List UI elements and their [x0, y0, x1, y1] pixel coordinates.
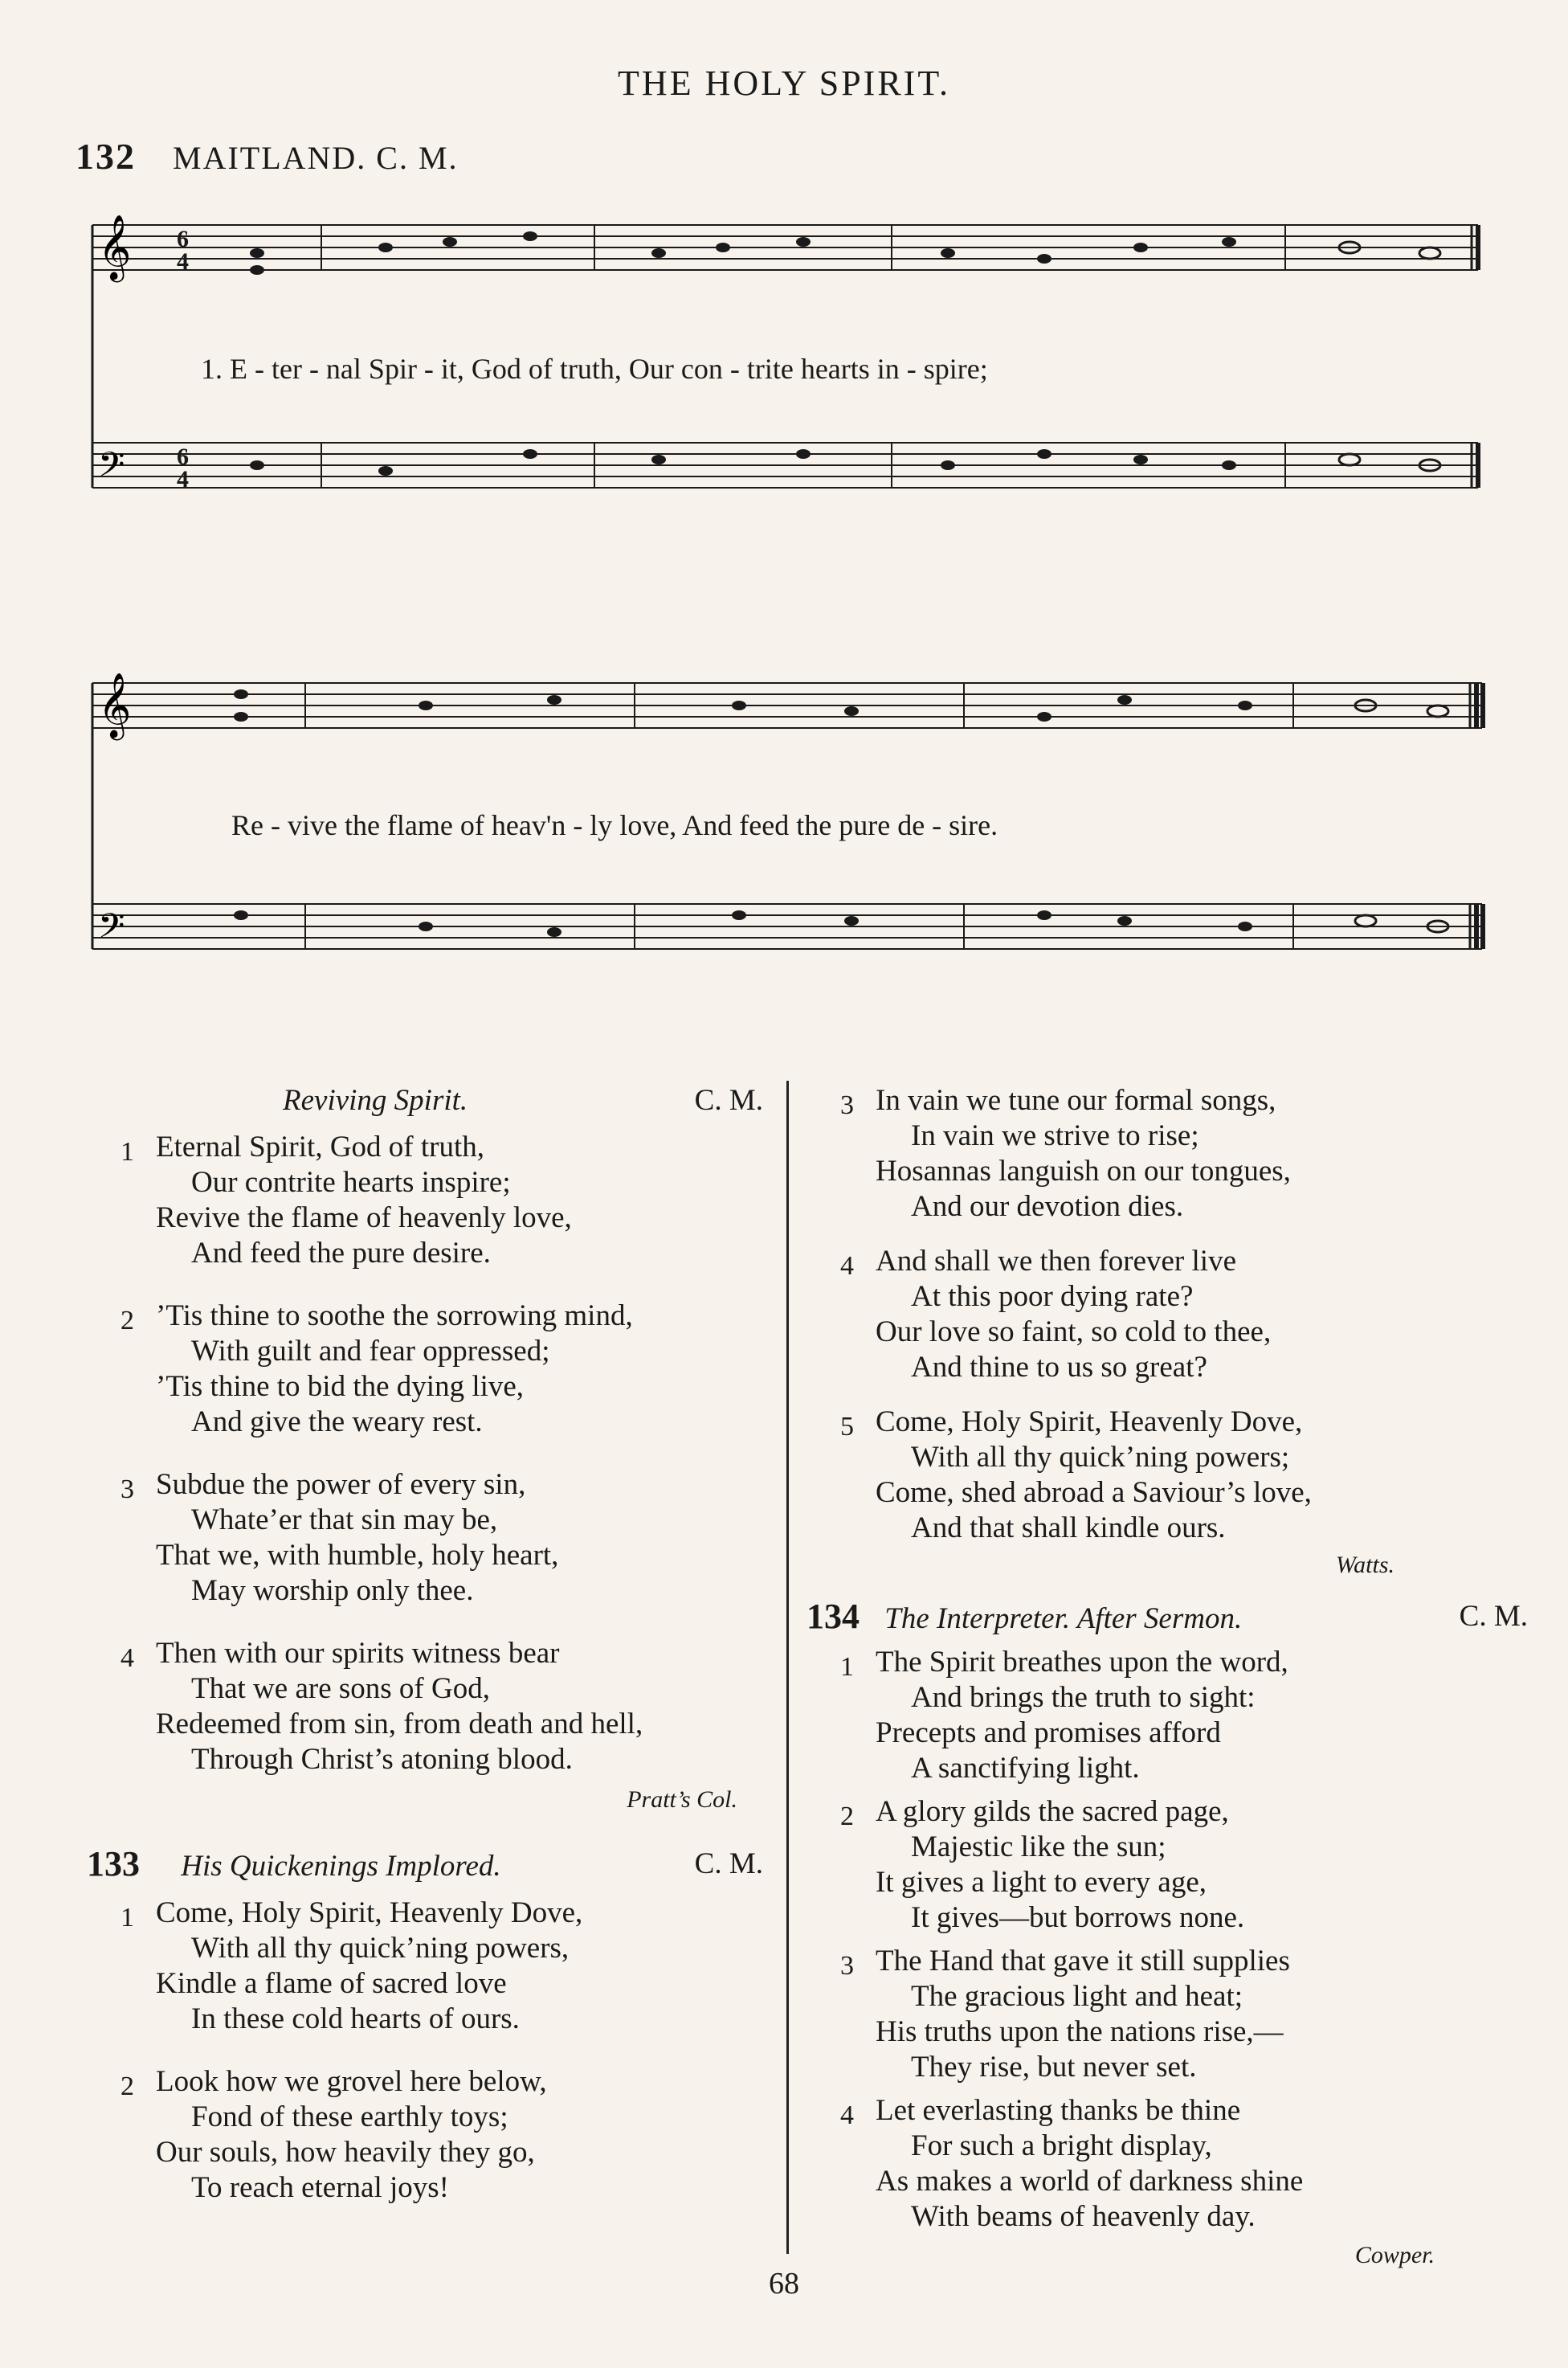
hymn-134-header [806, 1597, 1528, 1637]
verse-line: Our love so faint, so cold to thee, [876, 1315, 1272, 1348]
stanza [840, 1083, 1507, 1225]
verse-line: Let everlasting thanks be thine [876, 2094, 1241, 2127]
verse-line: Our contrite hearts inspire; [191, 1166, 511, 1199]
verse-line: A sanctifying light. [911, 1752, 1140, 1785]
verse-line: With guilt and fear oppressed; [191, 1335, 550, 1368]
hymn-title: The Interpreter. After Sermon. [884, 1602, 1243, 1635]
stanza-number: 1 [120, 1137, 134, 1167]
verse-line: As makes a world of darkness shine [876, 2165, 1304, 2198]
verse-line: And brings the truth to sight: [911, 1681, 1256, 1714]
verse-line: At this poor dying rate? [911, 1280, 1194, 1313]
svg-text:𝄢: 𝄢 [98, 906, 125, 955]
verse-line: The Hand that gave it still supplies [876, 1945, 1290, 1977]
verse-line: And give the weary rest. [191, 1405, 483, 1438]
verse-line: Revive the flame of heavenly love, [156, 1201, 572, 1234]
stanza-number: 4 [120, 1643, 134, 1673]
verse-line: Through Christ’s atoning blood. [191, 1743, 573, 1776]
verse-line: Look how we grovel here below, [156, 2065, 547, 2098]
hymn-number: 134 [806, 1597, 860, 1636]
verse-line: With beams of heavenly day. [911, 2200, 1256, 2233]
verse-line: Whate’er that sin may be, [191, 1503, 498, 1536]
verse-line: That we are sons of God, [191, 1672, 490, 1705]
stanza [840, 1944, 1507, 2085]
stanza-number: 2 [120, 1306, 134, 1335]
hymn-title: Reviving Spirit. [283, 1084, 468, 1117]
verse-line: Subdue the power of every sin, [156, 1468, 526, 1501]
verse-line: It gives a light to every age, [876, 1866, 1207, 1899]
tune-number: 132 [76, 136, 136, 177]
verse-line: To reach eternal joys! [191, 2171, 450, 2204]
verse-line: And feed the pure desire. [191, 1237, 491, 1270]
verse-line: The gracious light and heat; [911, 1980, 1243, 2013]
verse-line: In vain we strive to rise; [911, 1119, 1199, 1152]
verse-line: ’Tis thine to bid the dying live, [156, 1370, 525, 1403]
lyric-line-1: 1. E - ter - nal Spir - it, God of truth, Our con - trite hearts in - spire; [201, 353, 988, 385]
page-number: 68 [769, 2267, 799, 2301]
verse-line: For such a bright display, [911, 2129, 1212, 2162]
verse-line: In these cold hearts of ours. [191, 2002, 520, 2035]
stanza [120, 1636, 763, 1777]
stanza [840, 1794, 1507, 1936]
hymn-reviving-header [120, 1083, 763, 1119]
stanza [840, 2093, 1507, 2235]
stanza [120, 1299, 763, 1440]
verse-line: May worship only thee. [191, 1574, 474, 1607]
lyric-line-2: Re - vive the flame of heav'n - ly love, And feed the pure de - sire. [231, 809, 998, 841]
verse-line: With all thy quick’ning powers, [191, 1932, 570, 1965]
stanza-number: 5 [840, 1412, 854, 1442]
stanza [120, 1467, 763, 1609]
stanza-number: 4 [840, 2100, 854, 2130]
attribution: Pratt’s Col. [627, 1786, 737, 1813]
attribution: Watts. [1335, 1552, 1394, 1578]
page-heading: THE HOLY SPIRIT. [618, 63, 950, 103]
verse-line: Come, Holy Spirit, Heavenly Dove, [156, 1896, 583, 1929]
svg-text:4: 4 [177, 466, 189, 493]
svg-text:𝄞: 𝄞 [98, 672, 132, 738]
verse-line: Kindle a flame of sacred love [156, 1967, 507, 2000]
verse-line: Eternal Spirit, God of truth, [156, 1131, 484, 1164]
stanza-number: 4 [840, 1251, 854, 1281]
stanza [840, 1645, 1507, 1786]
verse-line: In vain we tune our formal songs, [876, 1084, 1276, 1117]
tune-header [76, 135, 459, 178]
verse-line: Come, shed abroad a Saviour’s love, [876, 1476, 1312, 1509]
svg-text:𝄢: 𝄢 [98, 445, 125, 493]
stanza-number: 3 [120, 1474, 134, 1504]
hymn-meter: C. M. [1459, 1600, 1528, 1633]
verse-line: Fond of these earthly toys; [191, 2100, 508, 2133]
verse-line: And thine to us so great? [911, 1351, 1207, 1384]
stanza-number: 3 [840, 1090, 854, 1120]
verse-line: Redeemed from sin, from death and hell, [156, 1707, 643, 1740]
verse-line: ’Tis thine to soothe the sorrowing mind, [156, 1299, 633, 1332]
hymn-meter: C. M. [694, 1084, 763, 1117]
attribution: Cowper. [1354, 2242, 1435, 2268]
hymn-number: 133 [87, 1844, 140, 1883]
verse-line: Majestic like the sun; [911, 1830, 1166, 1863]
verse-line: Come, Holy Spirit, Heavenly Dove, [876, 1405, 1303, 1438]
stanza-number: 1 [120, 1903, 134, 1932]
verse-line: His truths upon the nations rise,— [876, 2015, 1284, 2048]
stanza-number: 2 [120, 2071, 134, 2101]
column-divider [786, 1081, 789, 2254]
stanza-number: 3 [840, 1951, 854, 1981]
stanza [120, 1130, 763, 1271]
svg-text:4: 4 [177, 248, 189, 275]
verse-line: That we, with humble, holy heart, [156, 1539, 559, 1572]
verse-line: And shall we then forever live [876, 1245, 1236, 1278]
left-column [87, 1083, 763, 2233]
hymn-133-header [87, 1844, 763, 1884]
verse-line: Then with our spirits witness bear [156, 1637, 560, 1670]
stanza [120, 1896, 763, 2037]
verse-line: Precepts and promises afford [876, 1716, 1221, 1749]
verse-line: A glory gilds the sacred page, [876, 1795, 1229, 1828]
svg-text:6: 6 [177, 444, 189, 470]
verse-line: Hosannas languish on our tongues, [876, 1155, 1291, 1188]
hymn-title: His Quickenings Implored. [181, 1850, 501, 1883]
svg-text:6: 6 [177, 226, 189, 252]
stanza [120, 2064, 763, 2206]
verse-line: It gives—but borrows none. [911, 1901, 1245, 1934]
verse-line: They rise, but never set. [911, 2051, 1197, 2084]
stanza [840, 1244, 1507, 1385]
hymn-meter: C. M. [694, 1847, 763, 1880]
verse-line: And our devotion dies. [911, 1190, 1184, 1223]
verse-line: Our souls, how heavily they go, [156, 2136, 535, 2169]
verse-line: With all thy quick’ning powers; [911, 1441, 1290, 1474]
tune-name: MAITLAND. C. M. [173, 140, 459, 176]
stanza [840, 1405, 1507, 1546]
stanza-number: 1 [840, 1652, 854, 1682]
stanza-number: 2 [840, 1802, 854, 1831]
right-column [806, 1083, 1528, 2302]
verse-line: The Spirit breathes upon the word, [876, 1646, 1288, 1679]
svg-text:𝄞: 𝄞 [98, 214, 132, 280]
verse-line: And that shall kindle ours. [911, 1511, 1226, 1544]
